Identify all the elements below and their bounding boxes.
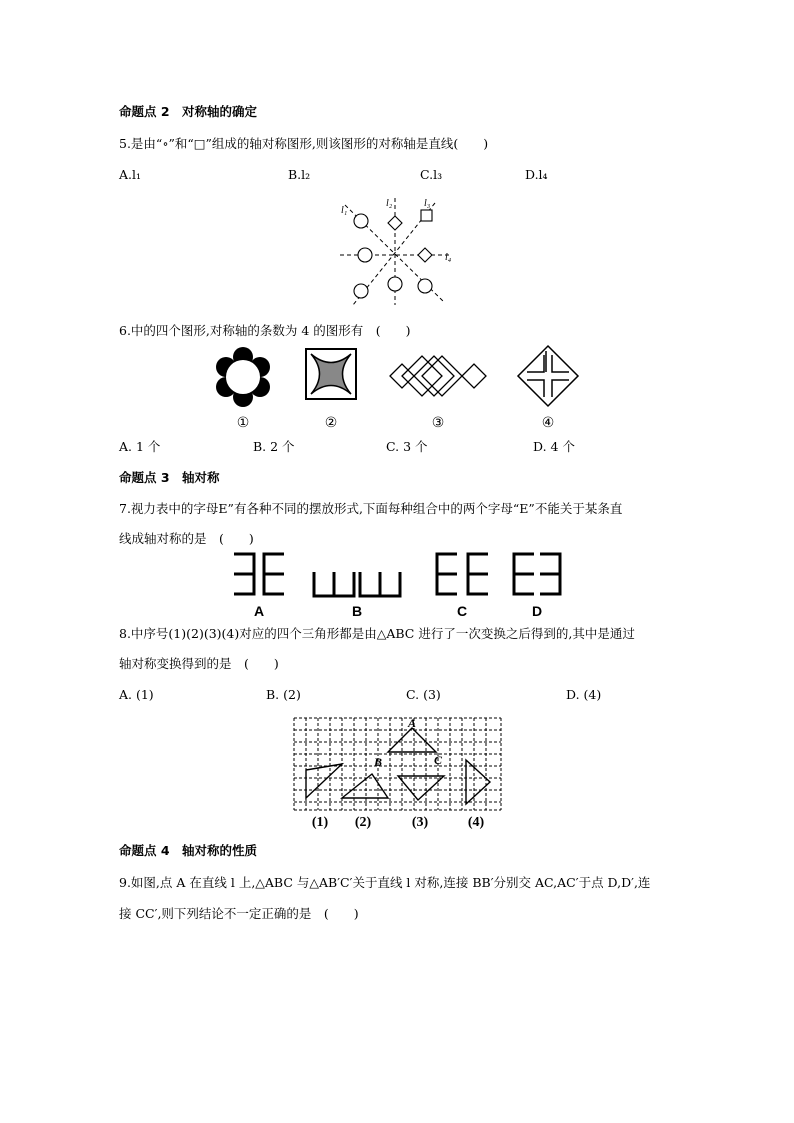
q8-point-a: A	[408, 716, 417, 730]
diamond-chain-shape	[390, 356, 486, 396]
q5-label-l1: l₁	[341, 205, 348, 216]
q8-option-a[interactable]: A. (1)	[119, 687, 154, 702]
q7-label-d: D	[531, 603, 543, 619]
section-title-4: 命题点 4 轴对称的性质	[119, 843, 258, 858]
q8-label-4: (4)	[467, 815, 485, 830]
q6-label-2: ②	[324, 415, 338, 431]
q6-label-3: ③	[431, 415, 445, 431]
q7-label-a: A	[253, 603, 265, 619]
q8-label-3: (3)	[411, 815, 429, 830]
q7-figure	[228, 550, 573, 620]
section-title-2: 命题点 2 对称轴的确定	[119, 104, 258, 119]
q6-option-b[interactable]: B. 2 个	[253, 439, 295, 454]
q8-point-c: C	[434, 753, 443, 767]
q6-option-c[interactable]: C. 3 个	[386, 439, 428, 454]
q7-stem-line1: 7.视力表中的字母E”有各种不同的摆放形式,下面每种组合中的两个字母“E”不能关于某条直	[119, 501, 623, 516]
q8-stem-line2: 轴对称变换得到的是 ( )	[119, 656, 279, 671]
q9-stem-line2: 接 CC′,则下列结论不一定正确的是 ( )	[119, 906, 359, 921]
q8-option-c[interactable]: C. (3)	[406, 687, 441, 702]
q7-stem-line2: 线成轴对称的是 ( )	[119, 531, 254, 546]
q7-label-c: C	[456, 603, 468, 619]
q8-label-2: (2)	[354, 815, 372, 830]
q7-label-b: B	[351, 603, 363, 619]
q8-stem-line1: 8.中序号(1)(2)(3)(4)对应的四个三角形都是由△ABC 进行了一次变换之后得到的,其中是通过	[119, 626, 635, 641]
q9-stem-line1: 9.如图,点 A 在直线 l 上,△ABC 与△AB′C′关于直线 l 对称,连接 BB′分别交 AC,AC′于点 D,D′,连	[119, 875, 651, 890]
q5-option-a[interactable]: A.l₁	[119, 167, 142, 182]
q8-label-1: (1)	[311, 815, 329, 830]
q6-figure	[210, 343, 590, 435]
q6-label-1: ①	[236, 415, 250, 431]
q6-option-a[interactable]: A. 1 个	[119, 439, 161, 454]
flower-shape	[216, 347, 270, 407]
q8-point-b: B	[374, 755, 383, 769]
q6-option-d[interactable]: D. 4 个	[533, 439, 575, 454]
q8-figure	[290, 714, 505, 832]
section-title-3: 命题点 3 轴对称	[119, 470, 220, 485]
q5-option-b[interactable]: B.l₂	[288, 167, 311, 182]
q6-label-4: ④	[541, 415, 555, 431]
q5-figure	[335, 193, 465, 308]
q8-option-d[interactable]: D. (4)	[566, 687, 602, 702]
q5-label-l2: l₂	[386, 198, 393, 209]
q5-option-c[interactable]: C.l₃	[420, 167, 443, 182]
q5-stem: 5.是由“∘”和“□”组成的轴对称图形,则该图形的对称轴是直线( )	[119, 136, 489, 151]
q8-option-b[interactable]: B. (2)	[266, 687, 301, 702]
q5-label-l4: l₄	[445, 252, 452, 263]
q5-label-l3: l₃	[424, 198, 431, 209]
cross-diamond-shape	[518, 346, 578, 406]
q5-option-d[interactable]: D.l₄	[525, 167, 548, 182]
square-star-shape	[306, 349, 356, 399]
q6-stem: 6.中的四个图形,对称轴的条数为 4 的图形有 ( )	[119, 323, 411, 338]
